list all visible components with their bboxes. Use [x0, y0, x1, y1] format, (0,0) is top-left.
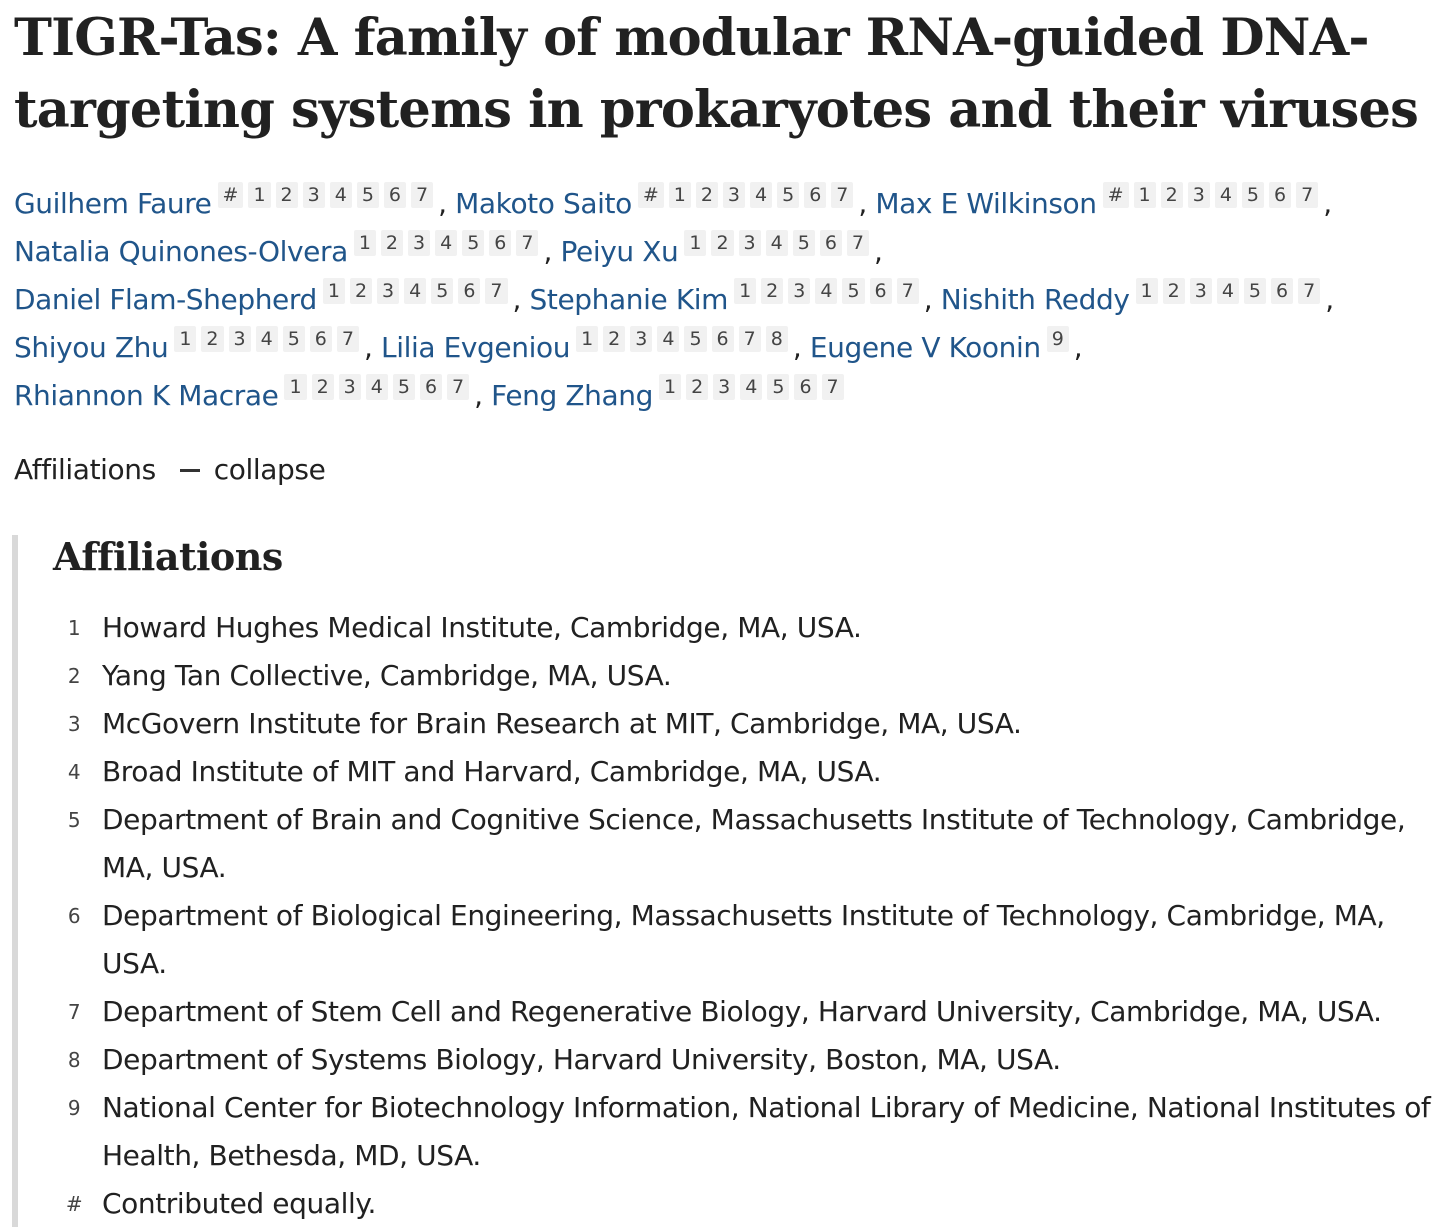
- affiliation-ref[interactable]: 6: [794, 374, 816, 400]
- affiliation-ref[interactable]: 3: [1190, 278, 1212, 304]
- affiliation-number: 4: [67, 760, 81, 784]
- affiliation-ref[interactable]: 9: [1047, 326, 1069, 352]
- affiliation-number: 9: [67, 1096, 81, 1120]
- affiliation-ref[interactable]: 7: [831, 182, 853, 208]
- affiliation-ref[interactable]: 6: [804, 182, 826, 208]
- author-separator: ,: [543, 235, 561, 268]
- affiliation-number: 6: [67, 904, 81, 928]
- affiliation-item: [18, 892, 1454, 988]
- affiliation-ref[interactable]: 8: [766, 326, 788, 352]
- affiliation-item: [18, 988, 1454, 1036]
- affiliation-item: [18, 1180, 1454, 1228]
- affiliation-ref[interactable]: 1: [354, 230, 376, 256]
- affiliation-ref[interactable]: 6: [384, 182, 406, 208]
- affiliation-refs: [284, 376, 474, 412]
- author-entry: [14, 184, 438, 220]
- affiliation-number: 8: [67, 1048, 81, 1072]
- affiliation-ref[interactable]: 1: [323, 278, 345, 304]
- affiliation-ref[interactable]: 4: [740, 374, 762, 400]
- article-title: TIGR-Tas: A family of modular RNA-guided DNA-targeting systems in prokaryotes and their viruses: [14, 8, 1419, 140]
- author-entry: [14, 232, 543, 268]
- author-name-link[interactable]: Eugene V Koonin: [809, 331, 1041, 364]
- affiliation-number: #: [65, 1192, 83, 1216]
- author-entry: [940, 280, 1325, 316]
- affiliation-item: [18, 700, 1454, 748]
- affiliation-refs: [1136, 280, 1326, 316]
- author-entry: [529, 280, 924, 316]
- affiliation-ref[interactable]: 7: [411, 182, 433, 208]
- affiliation-ref[interactable]: 7: [485, 278, 507, 304]
- affiliation-ref[interactable]: 2: [350, 278, 372, 304]
- affiliation-ref[interactable]: 3: [713, 374, 735, 400]
- affiliation-ref[interactable]: 5: [1242, 182, 1264, 208]
- author-separator: ,: [512, 283, 530, 316]
- affiliation-ref[interactable]: 1: [174, 326, 196, 352]
- affiliation-ref[interactable]: 7: [739, 326, 761, 352]
- affiliation-text: Department of Systems Biology, Harvard University, Boston, MA, USA.: [102, 1043, 1061, 1076]
- affiliation-ref[interactable]: 7: [1298, 278, 1320, 304]
- affiliations-heading: Affiliations: [53, 534, 283, 579]
- affiliation-ref[interactable]: 5: [431, 278, 453, 304]
- affiliation-ref[interactable]: 3: [408, 230, 430, 256]
- author-entry: [875, 184, 1323, 220]
- affiliation-ref[interactable]: 5: [767, 374, 789, 400]
- affiliation-ref[interactable]: 5: [357, 182, 379, 208]
- affiliation-ref[interactable]: 1: [684, 230, 706, 256]
- affiliation-text: National Center for Biotechnology Information, National Library of Medicine, National Institutes of Health, Bethesda, MD, USA.: [102, 1091, 1431, 1172]
- affiliation-ref[interactable]: 1: [659, 374, 681, 400]
- author-entry: [491, 376, 848, 412]
- affiliation-ref[interactable]: 2: [381, 230, 403, 256]
- author-name-link[interactable]: Daniel Flam-Shepherd: [14, 283, 317, 316]
- affiliation-ref[interactable]: 6: [458, 278, 480, 304]
- affiliation-ref[interactable]: 5: [777, 182, 799, 208]
- affiliation-ref[interactable]: 1: [1136, 278, 1158, 304]
- affiliation-refs: [354, 232, 544, 268]
- affiliation-ref[interactable]: 3: [723, 182, 745, 208]
- affiliation-ref[interactable]: 4: [766, 230, 788, 256]
- affiliation-list: [18, 604, 1454, 1228]
- affiliation-ref[interactable]: 1: [576, 326, 598, 352]
- affiliation-ref[interactable]: #: [638, 182, 664, 208]
- author-list: [14, 180, 1450, 420]
- affiliation-ref[interactable]: 1: [1134, 182, 1156, 208]
- affiliation-ref[interactable]: 5: [1244, 278, 1266, 304]
- affiliation-text: Yang Tan Collective, Cambridge, MA, USA.: [102, 659, 672, 692]
- affiliation-ref[interactable]: 4: [330, 182, 352, 208]
- affiliation-text: Contributed equally.: [102, 1187, 377, 1220]
- affiliation-ref[interactable]: 4: [435, 230, 457, 256]
- author-separator: ,: [874, 235, 883, 268]
- affiliation-ref[interactable]: 7: [897, 278, 919, 304]
- author-separator: ,: [923, 283, 941, 316]
- affiliation-ref[interactable]: 5: [283, 326, 305, 352]
- affiliation-refs: [638, 184, 859, 220]
- affiliation-ref[interactable]: 2: [603, 326, 625, 352]
- affiliation-ref[interactable]: 1: [669, 182, 691, 208]
- affiliation-ref[interactable]: 5: [842, 278, 864, 304]
- affiliation-ref[interactable]: 7: [447, 374, 469, 400]
- affiliation-ref[interactable]: 1: [734, 278, 756, 304]
- author-name-link[interactable]: Feng Zhang: [491, 379, 653, 412]
- affiliation-item: [18, 796, 1454, 892]
- author-name-link[interactable]: Rhiannon K Macrae: [14, 379, 279, 412]
- author-name-link[interactable]: Lilia Evgeniou: [381, 331, 571, 364]
- affiliation-ref[interactable]: 3: [229, 326, 251, 352]
- affiliation-ref[interactable]: 2: [711, 230, 733, 256]
- affiliation-ref[interactable]: 4: [1217, 278, 1239, 304]
- affiliation-refs: [323, 280, 513, 316]
- affiliation-number: 5: [67, 808, 81, 832]
- author-name-link[interactable]: Stephanie Kim: [529, 283, 729, 316]
- author-name-link[interactable]: Peiyu Xu: [560, 235, 679, 268]
- affiliation-ref[interactable]: 6: [420, 374, 442, 400]
- affiliation-ref[interactable]: 6: [870, 278, 892, 304]
- author-separator: ,: [1325, 283, 1334, 316]
- author-entry: [809, 328, 1074, 364]
- affiliations-toggle: [14, 452, 325, 488]
- author-entry: [14, 328, 364, 364]
- affiliation-ref[interactable]: 6: [1271, 278, 1293, 304]
- affiliation-text: Department of Stem Cell and Regenerative Biology, Harvard University, Cambridge, MA, USA.: [102, 995, 1382, 1028]
- affiliation-number: 1: [67, 616, 81, 640]
- affiliation-item: [18, 604, 1454, 652]
- affiliation-ref[interactable]: 2: [686, 374, 708, 400]
- affiliation-ref[interactable]: 3: [377, 278, 399, 304]
- affiliation-ref[interactable]: #: [1103, 182, 1129, 208]
- affiliation-refs: [1103, 184, 1324, 220]
- affiliation-ref[interactable]: 3: [1188, 182, 1210, 208]
- affiliation-ref[interactable]: 1: [248, 182, 270, 208]
- affiliation-ref[interactable]: 3: [303, 182, 325, 208]
- affiliation-refs: [174, 328, 364, 364]
- affiliation-text: Howard Hughes Medical Institute, Cambridge, MA, USA.: [102, 611, 862, 644]
- author-separator: ,: [858, 187, 876, 220]
- author-name-link[interactable]: Nishith Reddy: [940, 283, 1130, 316]
- affiliation-ref[interactable]: 5: [393, 374, 415, 400]
- affiliation-ref[interactable]: 4: [815, 278, 837, 304]
- affiliation-refs: [659, 376, 849, 412]
- affiliation-ref[interactable]: 5: [793, 230, 815, 256]
- affiliation-ref[interactable]: 6: [1269, 182, 1291, 208]
- affiliation-refs: [576, 328, 793, 364]
- affiliation-ref[interactable]: 6: [310, 326, 332, 352]
- affiliation-ref[interactable]: 1: [284, 374, 306, 400]
- affiliation-ref[interactable]: 4: [750, 182, 772, 208]
- author-entry: [381, 328, 793, 364]
- author-separator: ,: [474, 379, 492, 412]
- affiliation-ref[interactable]: 4: [256, 326, 278, 352]
- affiliation-ref[interactable]: #: [218, 182, 244, 208]
- affiliation-refs: [734, 280, 924, 316]
- affiliation-text: Department of Brain and Cognitive Science, Massachusetts Institute of Technology, Cambridge, MA, USA.: [102, 803, 1406, 884]
- author-name-link[interactable]: Makoto Saito: [455, 187, 632, 220]
- affiliation-ref[interactable]: 2: [1163, 278, 1185, 304]
- collapse-link[interactable]: collapse: [213, 453, 326, 486]
- affiliation-item: [18, 652, 1454, 700]
- affiliation-text: Broad Institute of MIT and Harvard, Cambridge, MA, USA.: [102, 755, 882, 788]
- author-name-link[interactable]: Shiyou Zhu: [14, 331, 169, 364]
- affiliation-ref[interactable]: 6: [712, 326, 734, 352]
- affiliation-item: [18, 1036, 1454, 1084]
- affiliation-ref[interactable]: 5: [684, 326, 706, 352]
- affiliation-ref[interactable]: 2: [276, 182, 298, 208]
- affiliation-ref[interactable]: 7: [516, 230, 538, 256]
- author-entry: [560, 232, 875, 268]
- affiliation-ref[interactable]: 4: [657, 326, 679, 352]
- affiliation-ref[interactable]: 7: [822, 374, 844, 400]
- affiliation-ref[interactable]: 2: [761, 278, 783, 304]
- affiliation-ref[interactable]: 4: [366, 374, 388, 400]
- affiliations-panel: [12, 535, 1455, 1227]
- affiliation-ref[interactable]: 5: [462, 230, 484, 256]
- author-name-link[interactable]: Guilhem Faure: [14, 187, 212, 220]
- affiliation-number: 7: [67, 1000, 81, 1024]
- affiliation-item: [18, 1084, 1454, 1180]
- affiliation-ref[interactable]: 7: [1296, 182, 1318, 208]
- affiliation-refs: [218, 184, 439, 220]
- affiliation-refs: [1047, 328, 1074, 364]
- affiliation-refs: [684, 232, 874, 268]
- author-name-link[interactable]: Max E Wilkinson: [875, 187, 1097, 220]
- author-name-link[interactable]: Natalia Quinones-Olvera: [14, 235, 348, 268]
- author-entry: [14, 280, 513, 316]
- author-separator: ,: [792, 331, 810, 364]
- affiliation-number: 2: [67, 664, 81, 688]
- affiliations-toggle-label: Affiliations: [14, 453, 156, 486]
- affiliation-text: McGovern Institute for Brain Research at MIT, Cambridge, MA, USA.: [102, 707, 1022, 740]
- author-separator: ,: [363, 331, 381, 364]
- author-entry: [455, 184, 858, 220]
- affiliation-ref[interactable]: 7: [847, 230, 869, 256]
- affiliation-ref[interactable]: 3: [739, 230, 761, 256]
- author-separator: ,: [1323, 187, 1332, 220]
- affiliation-ref[interactable]: 6: [820, 230, 842, 256]
- affiliation-ref[interactable]: 2: [312, 374, 334, 400]
- affiliation-text: Department of Biological Engineering, Massachusetts Institute of Technology, Cambridge, MA, USA.: [102, 899, 1385, 980]
- affiliation-ref[interactable]: 3: [630, 326, 652, 352]
- affiliation-ref[interactable]: 2: [201, 326, 223, 352]
- affiliation-ref[interactable]: 4: [1215, 182, 1237, 208]
- author-entry: [14, 376, 474, 412]
- affiliation-ref[interactable]: 3: [788, 278, 810, 304]
- affiliation-item: [18, 748, 1454, 796]
- minus-icon[interactable]: [180, 469, 200, 472]
- affiliation-ref[interactable]: 2: [1161, 182, 1183, 208]
- author-separator: ,: [1073, 331, 1083, 364]
- affiliation-ref[interactable]: 6: [489, 230, 511, 256]
- affiliation-ref[interactable]: 2: [696, 182, 718, 208]
- affiliation-ref[interactable]: 4: [404, 278, 426, 304]
- affiliation-ref[interactable]: 7: [337, 326, 359, 352]
- affiliation-ref[interactable]: 3: [339, 374, 361, 400]
- author-separator: ,: [438, 187, 456, 220]
- affiliation-number: 3: [67, 712, 81, 736]
